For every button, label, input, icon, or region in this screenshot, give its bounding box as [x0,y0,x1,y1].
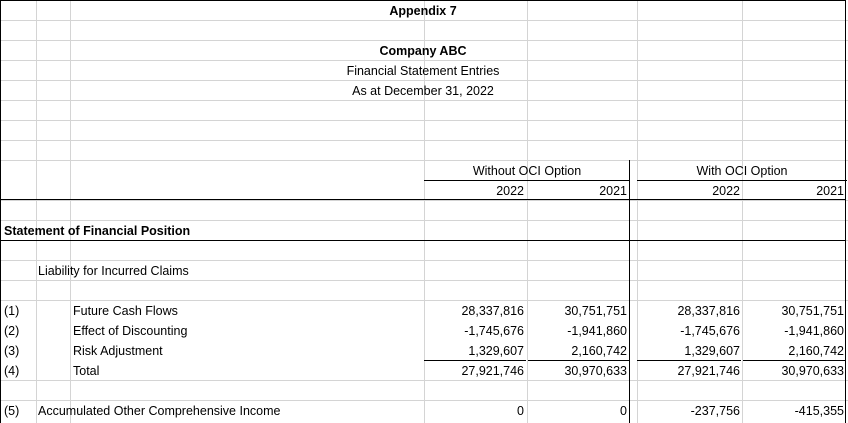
cell-value: -1,745,676 [680,324,740,338]
row-ref: (2) [4,324,20,338]
row-ref: (3) [4,344,20,358]
cell-value: 30,751,751 [781,304,844,318]
row-label: Risk Adjustment [73,344,163,358]
report-date: As at December 31, 2022 [352,84,494,98]
cell-value: 28,337,816 [677,304,740,318]
gridline [36,0,37,423]
column-separator [629,160,630,423]
cell-value: 28,337,816 [461,304,524,318]
header-underline [637,180,847,181]
report-subtitle: Financial Statement Entries [346,64,500,78]
column-separator [845,160,846,423]
cell-value: 30,970,633 [781,364,844,378]
total-underline [743,360,845,361]
border-left [0,0,1,423]
total-underline [637,360,741,361]
year-header: 2022 [712,184,740,198]
row-label: Future Cash Flows [73,304,178,318]
cell-value: 2,160,742 [788,344,844,358]
company-name: Company ABC [379,44,467,58]
gridline [70,0,71,423]
cell-value: 30,970,633 [564,364,627,378]
section-statement-of-financial-position: Statement of Financial Position [4,224,191,238]
section-line [0,240,846,241]
cell-value: -1,745,676 [464,324,524,338]
row-ref: (5) [4,404,20,418]
cell-value: 0 [620,404,627,418]
cell-value: 27,921,746 [461,364,524,378]
column-group-without-oci: Without OCI Option [472,164,582,178]
cell-value: 2,160,742 [571,344,627,358]
cell-value: 1,329,607 [684,344,740,358]
row-label: Accumulated Other Comprehensive Income [38,404,281,418]
year-header: 2021 [816,184,844,198]
cell-value: 0 [517,404,524,418]
column-group-with-oci: With OCI Option [696,164,788,178]
row-ref: (1) [4,304,20,318]
row-label: Effect of Discounting [73,324,188,338]
year-header: 2021 [599,184,627,198]
border-top [0,0,846,1]
year-header: 2022 [496,184,524,198]
cell-value: -237,756 [690,404,740,418]
cell-value: -1,941,860 [784,324,844,338]
section-line [0,199,846,200]
appendix-title: Appendix 7 [389,4,457,18]
cell-value: 27,921,746 [677,364,740,378]
cell-value: 30,751,751 [564,304,627,318]
row-ref: (4) [4,364,20,378]
cell-value: -1,941,860 [567,324,627,338]
subsection-liability-for-incurred-claims: Liability for Incurred Claims [38,264,189,278]
cell-value: -415,355 [794,404,844,418]
cell-value: 1,329,607 [468,344,524,358]
row-label: Total [73,364,100,378]
total-underline [424,360,526,361]
header-underline [424,180,630,181]
total-underline [528,360,629,361]
